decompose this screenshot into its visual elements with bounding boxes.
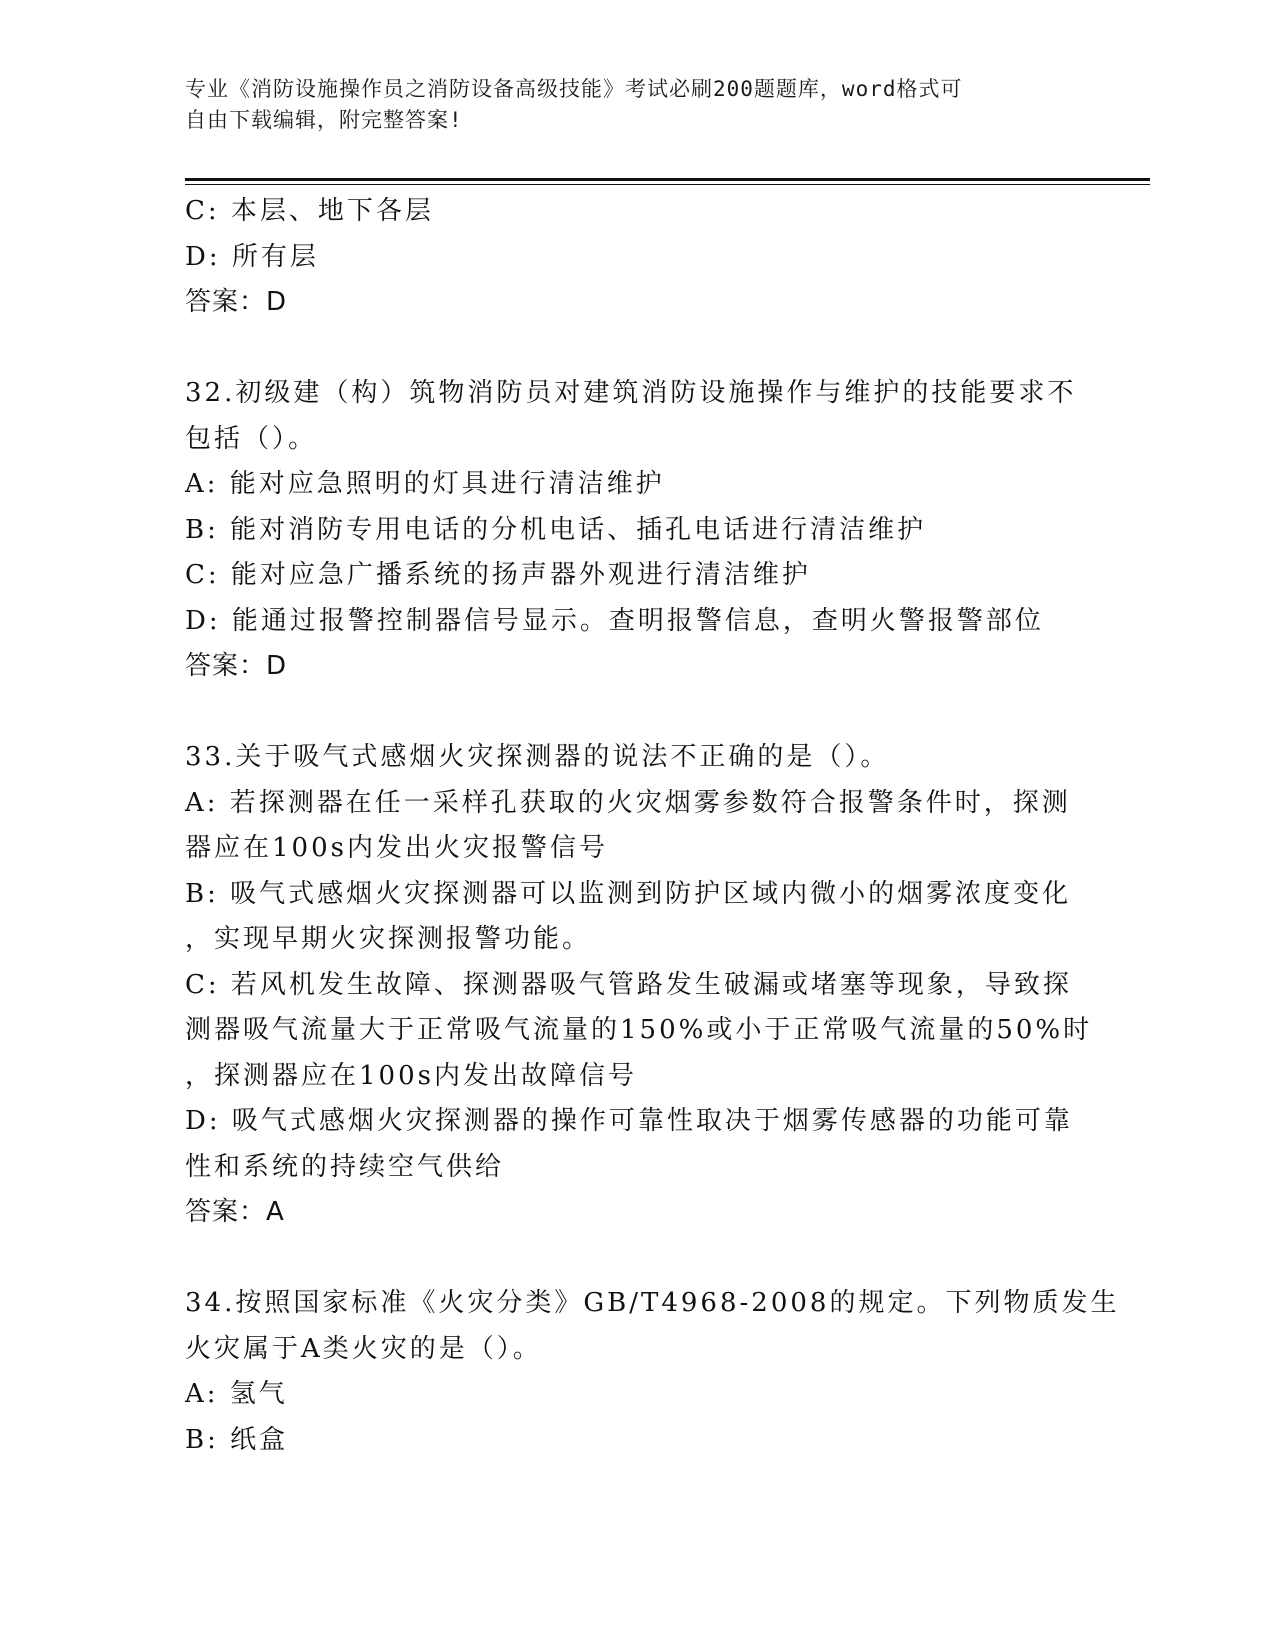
question-stem: 包括（）。 (185, 423, 318, 454)
spacer (185, 690, 1085, 736)
option-c-continued: ，探测器应在100s内发出故障信号 (185, 1060, 637, 1091)
option-d: D: 所有层 (185, 241, 319, 272)
option-b: B: 能对消防专用电话的分机电话、插孔电话进行清洁维护 (185, 514, 927, 545)
question-31 (185, 189, 1085, 326)
answer-line: 答案：D (185, 651, 288, 681)
option-d: D: 吸气式感烟火灾探测器的操作可靠性取决于烟雾传感器的功能可靠 (185, 1106, 1073, 1136)
question-stem: 34.按照国家标准《火灾分类》GB/T4968-2008的规定。下列物质发生 (185, 1288, 1120, 1318)
question-stem: 火灾属于A类火灾的是（）。 (185, 1333, 542, 1364)
spacer (185, 1236, 1085, 1282)
document-header (185, 74, 1065, 136)
option-a: A: 能对应急照明的灯具进行清洁维护 (185, 469, 665, 499)
option-a-continued: 器应在100s内发出火灾报警信号 (185, 833, 608, 863)
option-c: C: 能对应急广播系统的扬声器外观进行清洁维护 (185, 560, 811, 590)
header-line-2: 自由下载编辑，附完整答案! (185, 108, 463, 132)
option-d-continued: 性和系统的持续空气供给 (185, 1151, 505, 1182)
header-divider-thin (185, 184, 1150, 185)
document-body (185, 189, 1120, 1463)
header-divider-thick (185, 178, 1150, 181)
option-c-continued: 测器吸气流量大于正常吸气流量的150%或小于正常吸气流量的50%时 (185, 1015, 1093, 1045)
question-34 (185, 1281, 1120, 1463)
answer-line: 答案：A (185, 1197, 285, 1227)
option-a: A: 若探测器在任一采样孔获取的火灾烟雾参数符合报警条件时，探测 (185, 787, 1071, 818)
option-c: C: 若风机发生故障、探测器吸气管路发生破漏或堵塞等现象，导致探 (185, 969, 1072, 1000)
option-b: B: 吸气式感烟火灾探测器可以监测到防护区域内微小的烟雾浓度变化 (185, 878, 1072, 909)
option-a: A: 氢气 (185, 1379, 288, 1409)
question-stem: 32.初级建（构）筑物消防员对建筑消防设施操作与维护的技能要求不 (185, 378, 1077, 408)
option-d: D: 能通过报警控制器信号显示。查明报警信息，查明火警报警部位 (185, 605, 1044, 636)
option-b-continued: ，实现早期火灾探测报警功能。 (185, 924, 592, 954)
question-33 (185, 735, 1093, 1236)
option-b: B: 纸盒 (185, 1424, 289, 1455)
header-line-1: 专业《消防设施操作员之消防设备高级技能》考试必刷200题题库，word格式可 (185, 77, 963, 101)
question-32 (185, 371, 1085, 690)
option-c: C: 本层、地下各层 (185, 196, 434, 226)
answer-line: 答案：D (185, 287, 288, 317)
question-stem: 33.关于吸气式感烟火灾探测器的说法不正确的是（）。 (185, 742, 890, 772)
spacer (185, 326, 1085, 372)
